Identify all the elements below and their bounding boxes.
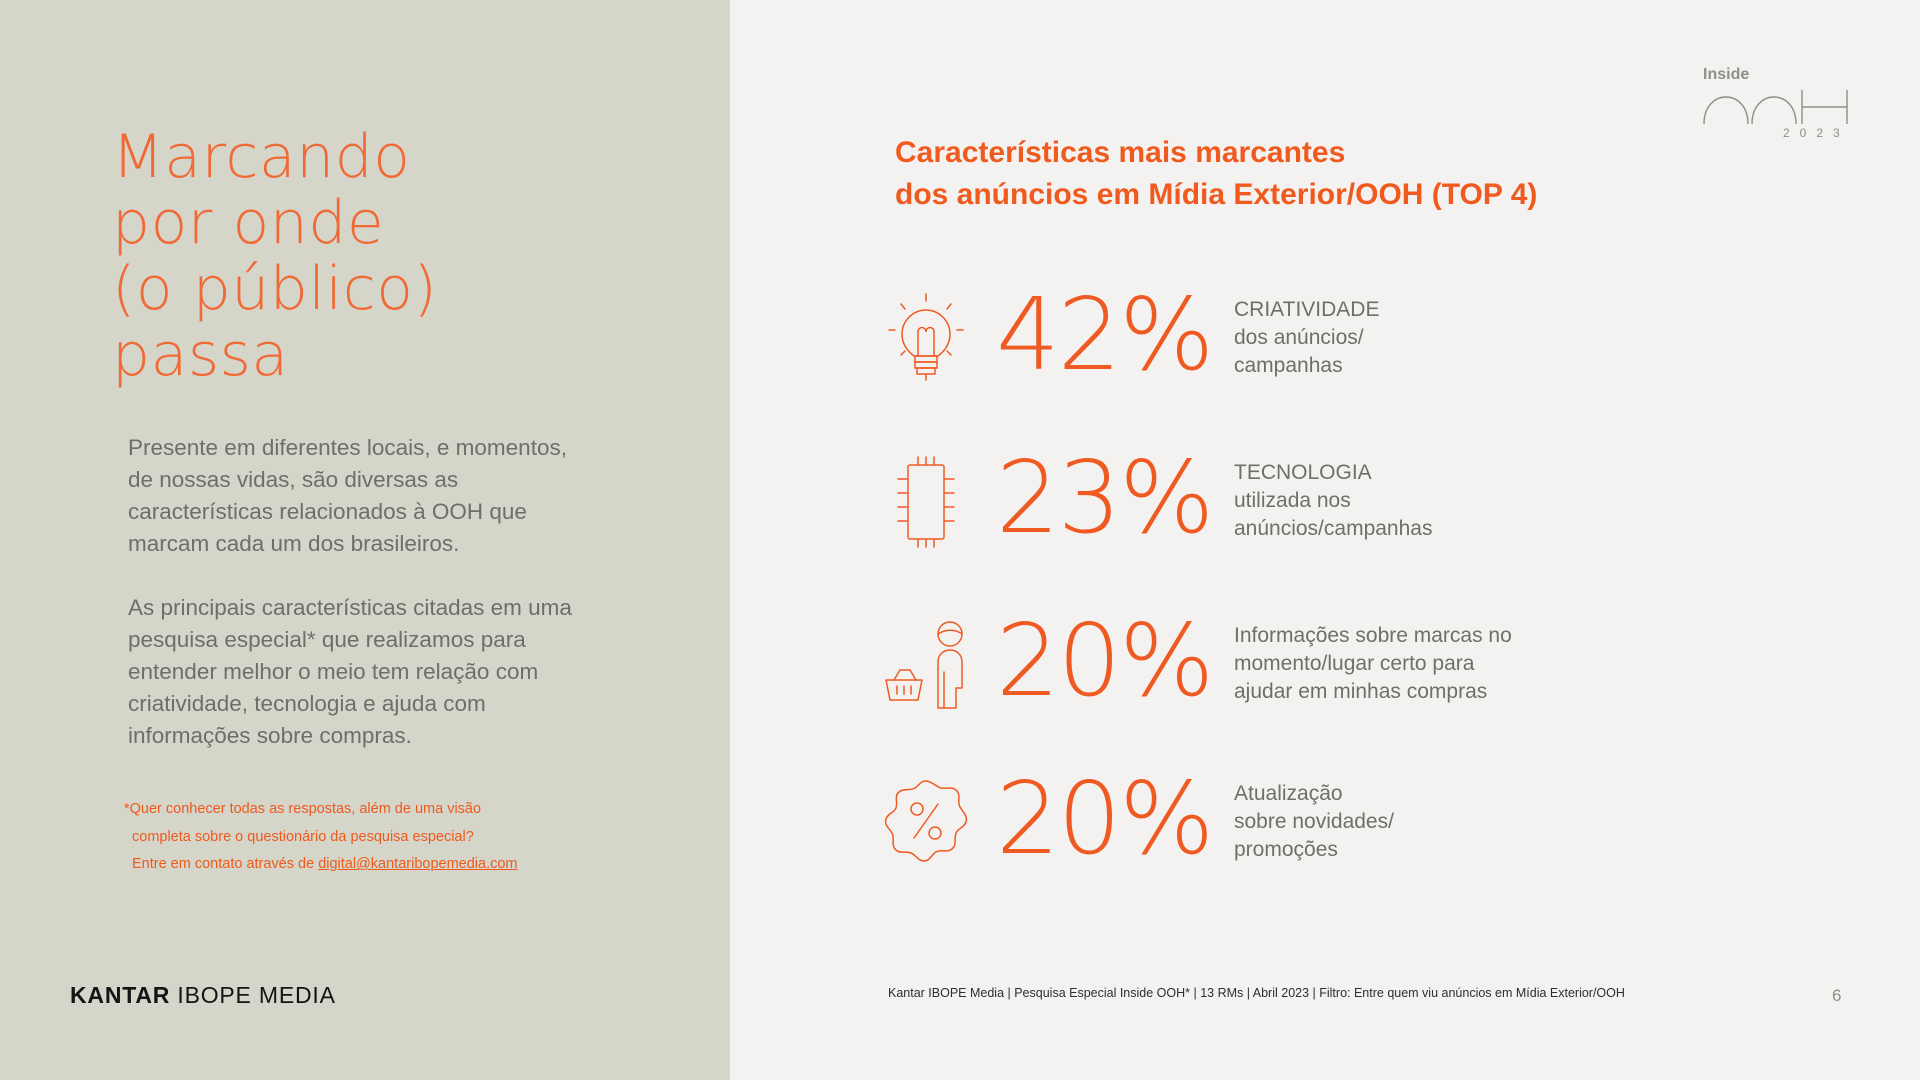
stat-row-promotions (884, 760, 1644, 886)
contact-email-link[interactable]: digital@kantaribopemedia.com (318, 856, 518, 872)
stat-desc-line: CRIATIVIDADE (1234, 298, 1380, 321)
discount-badge-icon (884, 776, 968, 872)
stat-value: 20% (996, 760, 1213, 877)
stat-value: 42% (996, 276, 1213, 393)
stat-desc-line: sobre novidades/ (1234, 810, 1394, 833)
stat-desc-line: ajudar em minhas compras (1234, 680, 1488, 703)
intro-paragraph: Presente em diferentes locais, e momentos, de nossas vidas, são diversas as características relacionados à OOH que marcam cada um dos brasileiros. (128, 435, 567, 556)
hero-title-line: (o público) (112, 254, 438, 324)
inside-ooh-logo (1700, 66, 1860, 146)
stat-row-shopping-info (884, 602, 1644, 728)
stat-description (1234, 622, 1564, 706)
intro-text (128, 432, 598, 784)
stat-desc-line: dos anúncios/ (1234, 326, 1364, 349)
stat-desc-line: utilizada nos (1234, 489, 1351, 512)
hero-title-line: por onde (112, 188, 385, 258)
stat-value: 23% (996, 439, 1213, 556)
stat-row-creativity (884, 276, 1644, 402)
stat-desc-line: Informações sobre marcas no (1234, 624, 1512, 647)
note-line: completa sobre o questionário da pesquisa especial? (132, 828, 474, 845)
brand-ibope: IBOPE MEDIA (170, 982, 336, 1008)
note-line (124, 851, 624, 879)
brand-kantar: KANTAR (70, 982, 171, 1008)
hero-title-line: passa (112, 320, 289, 390)
stat-desc-line: Atualização (1234, 782, 1343, 805)
brand-logo (70, 982, 336, 1009)
section-title-line: dos anúncios em Mídia Exterior/OOH (TOP 4) (895, 178, 1538, 211)
note-line: *Quer conhecer todas as respostas, além de uma visão (124, 801, 482, 817)
lightbulb-icon (884, 292, 968, 388)
stat-desc-line: campanhas (1234, 354, 1343, 377)
stat-desc-line: momento/lugar certo para (1234, 652, 1475, 675)
stat-desc-line: promoções (1234, 838, 1338, 861)
hero-title (112, 124, 437, 388)
stat-description (1234, 459, 1564, 543)
logo-year: 2023 (1783, 126, 1850, 140)
page-number: 6 (1832, 986, 1842, 1005)
stat-description (1234, 780, 1564, 864)
section-title-line: Características mais marcantes (895, 136, 1346, 169)
stat-description (1234, 296, 1564, 380)
logo-inside-text: Inside (1703, 66, 1750, 83)
hero-title-line: Marcando (112, 122, 411, 192)
chip-icon (884, 455, 968, 551)
intro-paragraph: As principais características citadas em uma pesquisa especial* que realizamos para entender melhor o meio tem relação com criatividade, tecnologia e ajuda com informações sobre compras. (128, 595, 572, 748)
stat-desc-line: TECNOLOGIA (1234, 461, 1372, 484)
stat-row-technology (884, 439, 1644, 565)
shopper-basket-icon (884, 618, 968, 714)
note-line-prefix: Entre em contato através de (132, 856, 319, 872)
stat-desc-line: anúncios/campanhas (1234, 517, 1433, 540)
stat-value: 20% (996, 602, 1213, 719)
section-title (895, 132, 1537, 216)
source-footer: Kantar IBOPE Media | Pesquisa Especial Inside OOH* | 13 RMs | Abril 2023 | Filtro: Entre quem viu anúncios em Mídia Exterior/OOH (888, 986, 1625, 1000)
contact-note (124, 796, 624, 879)
